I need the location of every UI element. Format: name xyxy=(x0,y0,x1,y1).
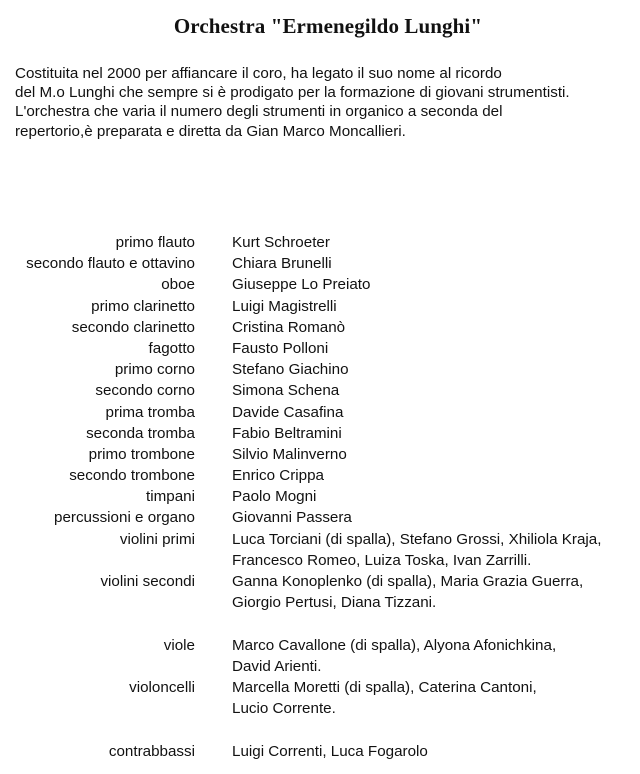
roster-role: secondo clarinetto xyxy=(71,318,195,336)
roster-name-line: Fausto Polloni xyxy=(232,339,329,357)
roster-name-line: Silvio Malinverno xyxy=(232,445,347,463)
roster-role: oboe xyxy=(161,276,195,294)
roster-names xyxy=(232,296,337,317)
roster-name-line: Luigi Correnti, Luca Fogarolo xyxy=(232,742,428,760)
roster-role: percussioni e organo xyxy=(54,509,195,527)
roster-names xyxy=(232,444,347,465)
roster-role: violini primi xyxy=(119,530,195,548)
roster-row xyxy=(0,486,640,507)
roster-names xyxy=(232,635,556,677)
roster-role: violini secondi xyxy=(100,573,195,591)
roster-name-line: Paolo Mogni xyxy=(232,488,317,506)
roster-role: prima tromba xyxy=(105,403,195,421)
roster-role: primo trombone xyxy=(88,445,195,463)
roster-name-line: Francesco Romeo, Luiza Toska, Ivan Zarrilli. xyxy=(232,551,532,569)
roster-name-line: Kurt Schroeter xyxy=(232,234,330,251)
roster-name-line: Fabio Beltramini xyxy=(232,424,342,442)
roster-row xyxy=(0,380,640,401)
roster-row xyxy=(0,359,640,380)
roster-role: primo corno xyxy=(114,361,195,379)
roster-row xyxy=(0,338,640,359)
roster-names xyxy=(232,317,345,338)
roster-name-line: Giuseppe Lo Preiato xyxy=(232,276,371,294)
roster-row xyxy=(0,317,640,338)
intro-paragraph xyxy=(15,64,637,141)
roster-names xyxy=(232,571,583,613)
roster-role: contrabbassi xyxy=(108,742,195,760)
roster-name-line: Giorgio Pertusi, Diana Tizzani. xyxy=(232,594,437,612)
roster-names xyxy=(232,253,332,274)
roster-name-line: Marcella Moretti (di spalla), Caterina Cantoni, xyxy=(232,678,537,696)
roster-role: violoncelli xyxy=(129,678,195,696)
roster-role: primo clarinetto xyxy=(91,297,195,315)
roster-name-line: Chiara Brunelli xyxy=(232,255,332,273)
orchestra-roster xyxy=(0,232,640,762)
roster-role: primo flauto xyxy=(115,234,195,251)
roster-names xyxy=(232,380,339,401)
roster-names xyxy=(232,402,343,423)
intro-line: L'orchestra che varia il numero degli strumenti in organico a seconda del xyxy=(15,103,503,121)
page-title: Orchestra "Ermenegildo Lunghi" xyxy=(173,14,483,38)
roster-row xyxy=(0,253,640,274)
roster-names xyxy=(232,486,316,507)
roster-names xyxy=(232,677,537,719)
roster-row xyxy=(0,677,640,719)
roster-row xyxy=(0,507,640,528)
roster-name-line: Marco Cavallone (di spalla), Alyona Afonichkina, xyxy=(232,636,557,654)
roster-role: secondo trombone xyxy=(69,467,195,485)
intro-line: repertorio,è preparata e diretta da Gian Marco Moncallieri. xyxy=(15,122,406,140)
roster-role: viole xyxy=(163,636,195,654)
roster-names xyxy=(232,423,342,444)
roster-name-line: David Arienti. xyxy=(232,657,322,675)
roster-row xyxy=(0,296,640,317)
roster-row xyxy=(0,232,640,253)
roster-names xyxy=(232,338,328,359)
roster-role: seconda tromba xyxy=(86,424,195,442)
roster-name-line: Giovanni Passera xyxy=(232,509,352,527)
roster-name-line: Davide Casafina xyxy=(232,403,344,421)
roster-name-line: Stefano Giachino xyxy=(232,361,349,379)
roster-names xyxy=(232,274,370,295)
roster-row xyxy=(0,465,640,486)
roster-row xyxy=(0,529,640,571)
roster-names xyxy=(232,232,330,253)
roster-name-line: Lucio Corrente. xyxy=(232,700,336,718)
roster-role: secondo corno xyxy=(95,382,195,400)
roster-name-line: Cristina Romanò xyxy=(232,318,346,336)
roster-name-line: Simona Schena xyxy=(232,382,340,400)
roster-name-line: Luca Torciani (di spalla), Stefano Grossi, Xhiliola Kraja, xyxy=(232,530,602,548)
roster-name-line: Ganna Konoplenko (di spalla), Maria Grazia Guerra, xyxy=(232,573,584,591)
roster-row xyxy=(0,402,640,423)
roster-role: timpani xyxy=(146,488,195,506)
roster-role: fagotto xyxy=(148,339,195,357)
roster-names xyxy=(232,465,324,486)
roster-name-line: Enrico Crippa xyxy=(232,467,325,485)
roster-role: secondo flauto e ottavino xyxy=(26,255,195,273)
roster-names xyxy=(232,359,349,380)
roster-name-line: Luigi Magistrelli xyxy=(232,297,337,315)
roster-names xyxy=(232,507,352,528)
roster-names xyxy=(232,741,428,762)
roster-row xyxy=(0,571,640,613)
roster-row xyxy=(0,635,640,677)
roster-row xyxy=(0,741,640,762)
roster-row xyxy=(0,444,640,465)
roster-row xyxy=(0,274,640,295)
roster-row xyxy=(0,423,640,444)
roster-names xyxy=(232,529,601,571)
intro-line: del M.o Lunghi che sempre si è prodigato per la formazione di giovani strumentisti. xyxy=(15,84,570,102)
intro-line: Costituita nel 2000 per affiancare il coro, ha legato il suo nome al ricordo xyxy=(15,65,502,82)
